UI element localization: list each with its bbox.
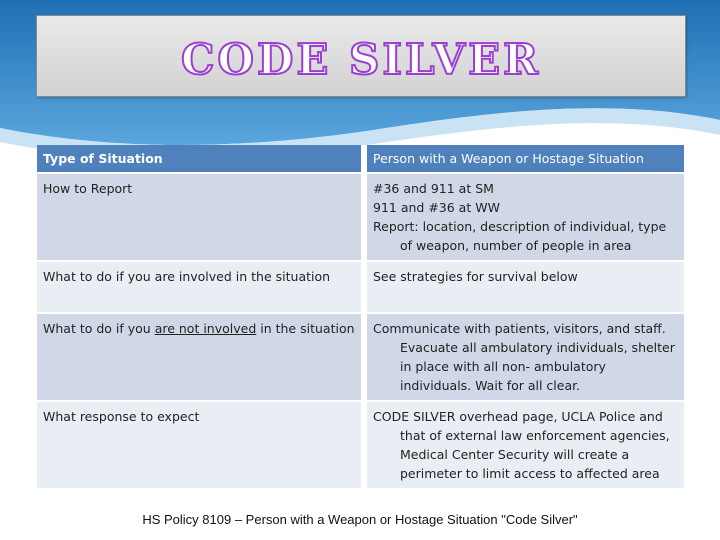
row-label: What to do if you are not involved in the situation bbox=[37, 314, 367, 400]
title-banner bbox=[36, 15, 686, 97]
underlined-phrase: are not involved bbox=[154, 321, 257, 336]
header-value: Person with a Weapon or Hostage Situation bbox=[367, 145, 684, 172]
table-header-row bbox=[37, 145, 684, 172]
row-value: Communicate with patients, visitors, and staff. Evacuate all ambulatory individuals, shelter in place with all non- ambulatory individuals. Wait for all clear. bbox=[367, 314, 684, 400]
report-line: 911 and #36 at WW bbox=[373, 200, 500, 215]
header-label: Type of Situation bbox=[37, 145, 367, 172]
code-silver-table bbox=[37, 143, 684, 490]
row-value bbox=[367, 174, 684, 260]
page-title: CODE SILVER bbox=[180, 35, 542, 84]
table-row bbox=[37, 402, 684, 488]
row-label: What to do if you are involved in the situation bbox=[37, 262, 367, 312]
row-value: CODE SILVER overhead page, UCLA Police and that of external law enforcement agencies, Medical Center Security will create a perimeter to limit access to affected area bbox=[367, 402, 684, 488]
report-line: #36 and 911 at SM bbox=[373, 181, 494, 196]
policy-footer: HS Policy 8109 – Person with a Weapon or Hostage Situation "Code Silver" bbox=[142, 512, 578, 527]
row-label: How to Report bbox=[37, 174, 367, 260]
table-row bbox=[37, 262, 684, 312]
table-row bbox=[37, 174, 684, 260]
row-value: See strategies for survival below bbox=[367, 262, 684, 312]
report-line: Report: location, description of individual, type of weapon, number of people in area bbox=[373, 219, 667, 253]
table-row bbox=[37, 314, 684, 400]
row-label: What response to expect bbox=[37, 402, 367, 488]
